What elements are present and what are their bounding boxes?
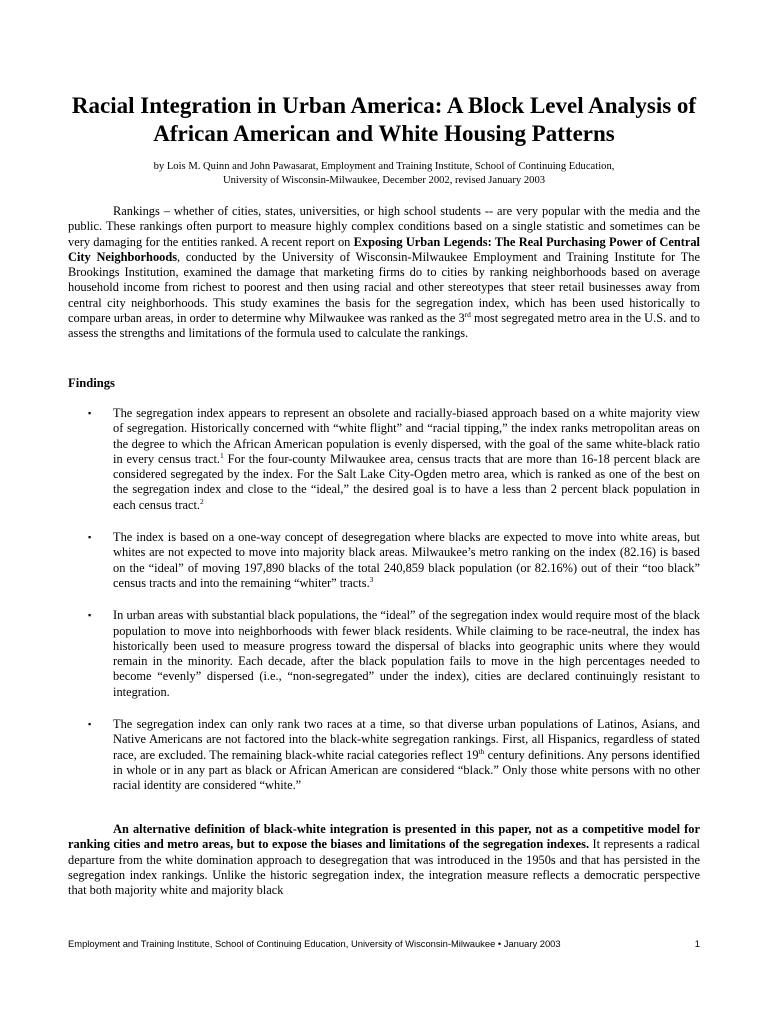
finding-item xyxy=(68,717,700,793)
finding-text: The index is based on a one-way concept of desegregation where blacks are expected to move into white areas, but whites are not expected to move into majority black areas. Milwaukee’s metro ranking on the index (82.16) is based on the “ideal” of moving 197,890 blacks of the total 240,859 black population (or 82.16%) out of their “too black” census tracts and into the remaining “whiter” tracts. xyxy=(113,530,700,590)
report-title: Exposing Urban Legends: The Real Purchasing Power of Central City Neighborhoods xyxy=(68,234,700,264)
bullet-square-icon: ▪ xyxy=(88,532,92,543)
finding-text: The segregation index can only rank two races at a time, so that diverse urban populations of Latinos, Asians, and Native Americans are not factored into the black-white segregation rankings. First, all Hispanics, regardless of stated race, are excluded. The remaining black-white racial categories reflect 19 xyxy=(113,717,700,762)
finding-text: The segregation index appears to represent an obsolete and racially-biased approach based on a white majority view of segregation. Historically concerned with “white flight” and “racial tipping,” the index ranks metropolitan areas on the degree to which the African American population is evenly dispersed, with the goal of the same white-black ratio in every census tract. xyxy=(113,406,700,466)
intro-text-1: Rankings – whether of cities, states, universities, or high school students -- are very popular with the media and the public. These rankings often purport to measure highly complex conditions based on a single statistic and sometimes can be very damaging for the entities ranked. A recent report on xyxy=(68,204,700,249)
footnote-ref-2[interactable]: 2 xyxy=(200,496,204,506)
finding-text: In urban areas with substantial black populations, the “ideal” of the segregation index would require most of the black population to move into neighborhoods with fewer black residents. While claiming to be race-neutral, the index has historically been used to measure progress toward the dispersal of blacks into geographic units where they would remain in the minority. Each decade, after the black population fails to move in the high percentages needed to become “evenly” dispersed (i.e., “non-segregated” under the index), cities are declared continuingly resistant to integration. xyxy=(113,608,700,699)
intro-text-2: , conducted by the University of Wisconsin-Milwaukee Employment and Training Institute for The Brookings Institution, examined the damage that marketing firms do to cities by ranking neighborhoods based on average household income from richest to poorest and then using racial and other stereotypes that steer retail businesses away from central city neighborhoods. This study examines the basis for the segregation index, which has been used historically to compare urban areas, in order to determine why Milwaukee was ranked as the 3 xyxy=(68,249,700,326)
closing-bold-statement: An alternative definition of black-white integration is presented in this paper, not as a competitive model for ranking cities and metro areas, but to expose the biases and limitations of the segregation indexes. xyxy=(68,822,700,852)
byline xyxy=(80,160,688,188)
byline-authors: by Lois M. Quinn and John Pawasarat, Employment and Training Institute, School of Continuing Education, xyxy=(153,161,615,172)
ordinal-superscript: th xyxy=(478,746,485,756)
bullet-square-icon: ▪ xyxy=(88,408,92,418)
intro-text-3: most segregated metro area in the U.S. and to assess the strengths and limitations of the formula used to calculate the rankings. xyxy=(68,311,700,341)
closing-text: It represents a radical departure from the white domination approach to desegregation that was introduced in the 1950s and that has persisted in the segregation index rankings. Unlike the historic segregation index, the integration measure reflects a democratic perspective that both majority white and majority black xyxy=(68,837,700,898)
finding-item xyxy=(68,530,700,591)
finding-text: century definitions. Any persons identified in whole or in any part as black or African American are considered “black.” Only those white persons with no other racial identity are considered “white.” xyxy=(113,747,700,793)
byline-affiliation-date: University of Wisconsin-Milwaukee, December 2002, revised January 2003 xyxy=(222,175,546,186)
footer-text: Employment and Training Institute, School of Continuing Education, University of Wisconsin-Milwaukee • January 2003 xyxy=(68,938,561,949)
footnote-ref-1[interactable]: 1 xyxy=(220,450,224,460)
bullet-square-icon: ▪ xyxy=(88,610,92,621)
finding-text: For the four-county Milwaukee area, census tracts that are more than 16-18 percent black are considered segregated by the index. For the Salt Lake City-Ogden metro area, which is ranked as one of the best on the segregation index and close to the “ideal,” the desired goal is to have a less than 2 percent black population in each census tract. xyxy=(113,451,700,512)
ordinal-superscript: rd xyxy=(464,309,471,319)
footnote-ref-3[interactable]: 3 xyxy=(369,574,374,584)
finding-item xyxy=(68,608,700,700)
closing-paragraph xyxy=(68,822,700,898)
findings-list xyxy=(68,406,700,811)
page-title: Racial Integration in Urban America: A Block Level Analysis of African American and White Housing Patterns xyxy=(71,93,697,146)
bullet-square-icon: ▪ xyxy=(88,719,92,730)
page-number: 1 xyxy=(694,938,700,949)
findings-heading: Findings xyxy=(68,376,115,390)
finding-item xyxy=(68,406,700,513)
page-footer xyxy=(68,938,700,949)
intro-paragraph xyxy=(68,204,700,342)
